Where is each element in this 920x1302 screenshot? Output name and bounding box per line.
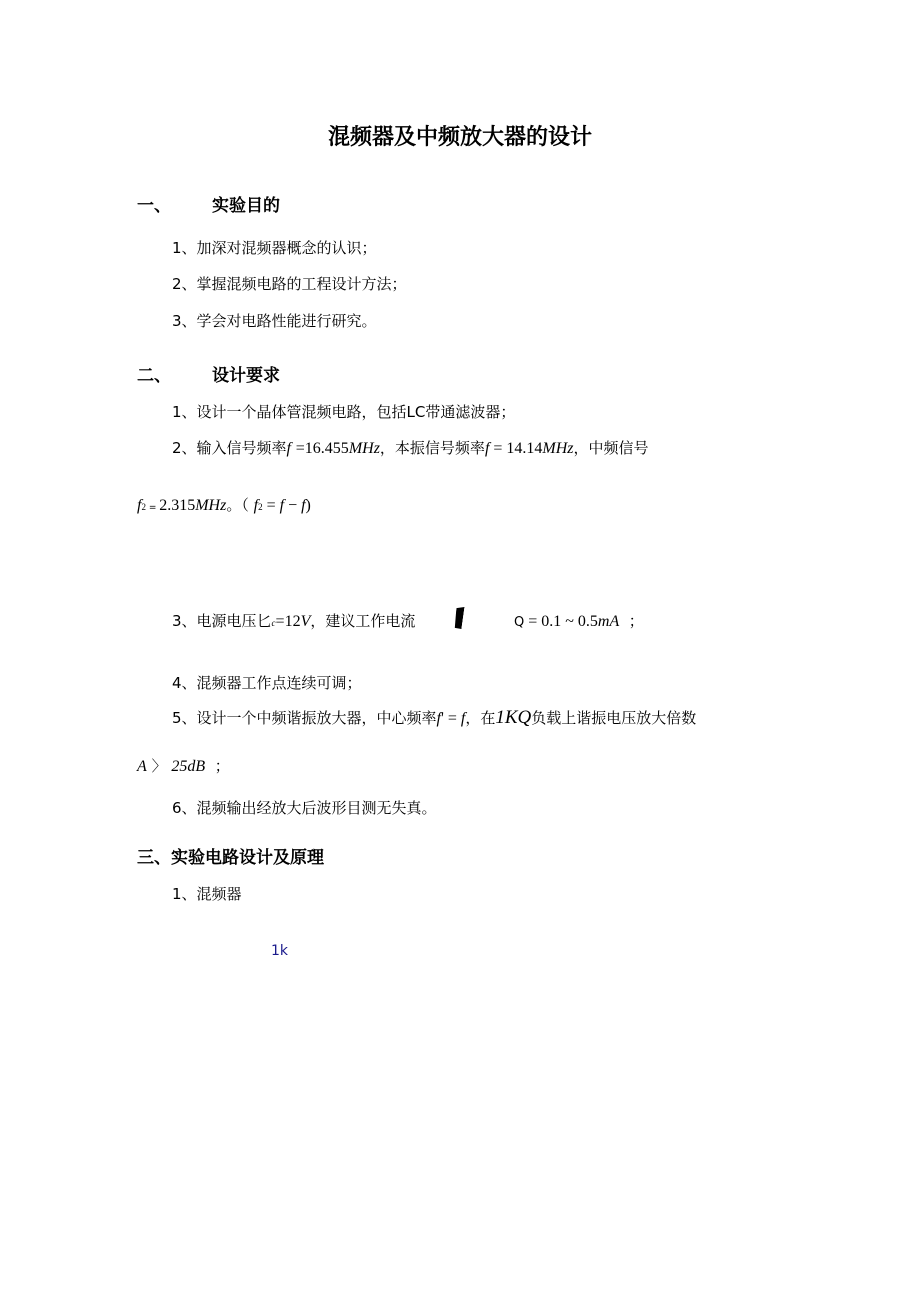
item5-suffix: 负载上谐振电压放大倍数 [531, 709, 697, 727]
vcc-value: =12 [275, 613, 301, 630]
item2-mid: ，本振信号频率 [379, 439, 485, 457]
section2-item-5 [172, 707, 696, 729]
formula-f-2: f [301, 497, 306, 514]
section2-item-1: 1、设计一个晶体管混频电路，包括LC带通滤波器； [172, 403, 516, 421]
if-freq-unit: MHz [195, 497, 227, 514]
input-freq-unit: MHz [348, 440, 380, 457]
lo-freq-unit: MHz [542, 440, 574, 457]
item3-end: ； [628, 612, 644, 630]
gain-value: 25dB [171, 758, 206, 775]
section2-item-4: 4、混频器工作点连续可调； [172, 674, 362, 692]
current-range-value: = 0.1 ~ 0.5 [524, 613, 598, 630]
center-freq-value: f [460, 710, 466, 727]
input-freq-value: =16.455 [295, 440, 349, 457]
section2-item-6: 6、混频输出经放大后波形目测无失真。 [172, 799, 437, 817]
formula-minus: − [284, 497, 302, 514]
load-value: 1KQ [495, 707, 532, 728]
page-title: 混频器及中频放大器的设计 [327, 125, 592, 150]
lo-freq-symbol: f [484, 440, 490, 457]
section1-item-3: 3、学会对电路性能进行研究。 [172, 312, 377, 330]
artifact-mark-icon [453, 607, 464, 629]
item5-mid: ，在 [465, 709, 496, 727]
paren-close: ) [305, 497, 311, 514]
formula-f: f [279, 497, 285, 514]
vcc-sub: c [271, 618, 276, 628]
center-freq-eq: ' = [441, 710, 461, 727]
formula-f2-sub: 2 [258, 502, 263, 512]
section2-item-2 [172, 437, 649, 458]
section1-item-1: 1、加深对混频器概念的认识； [172, 239, 377, 257]
lo-freq-value: = 14.14 [489, 440, 543, 457]
resistor-label-1k: 1k [271, 943, 289, 959]
gain-symbol: A [137, 758, 147, 775]
if-freq-value: 2.315 [159, 497, 196, 514]
section2-item-2-cont [137, 494, 311, 515]
formula-eq: = [262, 497, 280, 514]
item2-suffix: ，中频信号 [573, 439, 649, 457]
section1-item-2: 2、掌握混频电路的工程设计方法； [172, 275, 407, 293]
section1-heading: 实验目的 [212, 196, 280, 216]
item5-end: ； [214, 757, 230, 775]
section2-item-5-cont [137, 755, 230, 776]
current-range-unit: mA [597, 613, 620, 630]
current-symbol: Q [514, 615, 525, 630]
item2-prefix: 2、输入信号频率 [172, 439, 287, 457]
section2-number: 二、 [137, 366, 171, 386]
paren-open: 。（ [226, 496, 249, 514]
if-freq-sub: 2 [141, 502, 146, 512]
section3-item-1: 1、混频器 [172, 885, 242, 903]
section3-heading: 三、实验电路设计及原理 [137, 848, 324, 868]
section2-heading: 设计要求 [212, 366, 280, 386]
item5-prefix: 5、设计一个中频谐振放大器，中心频率 [172, 709, 437, 727]
formula-f2: f [253, 497, 259, 514]
item3-prefix: 3、电源电压匕 [172, 612, 272, 630]
center-freq-symbol: f [436, 710, 441, 727]
item3-suffix: ，建议工作电流 [310, 612, 416, 630]
gain-gt: 〉 [151, 757, 167, 775]
section2-item-3 [172, 610, 415, 631]
if-freq-symbol: f [137, 497, 142, 514]
input-freq-symbol: f [286, 440, 291, 457]
if-freq-eq: = [145, 503, 160, 513]
vcc-unit: V [300, 613, 311, 630]
current-range [514, 610, 644, 631]
section1-number: 一、 [137, 196, 171, 216]
